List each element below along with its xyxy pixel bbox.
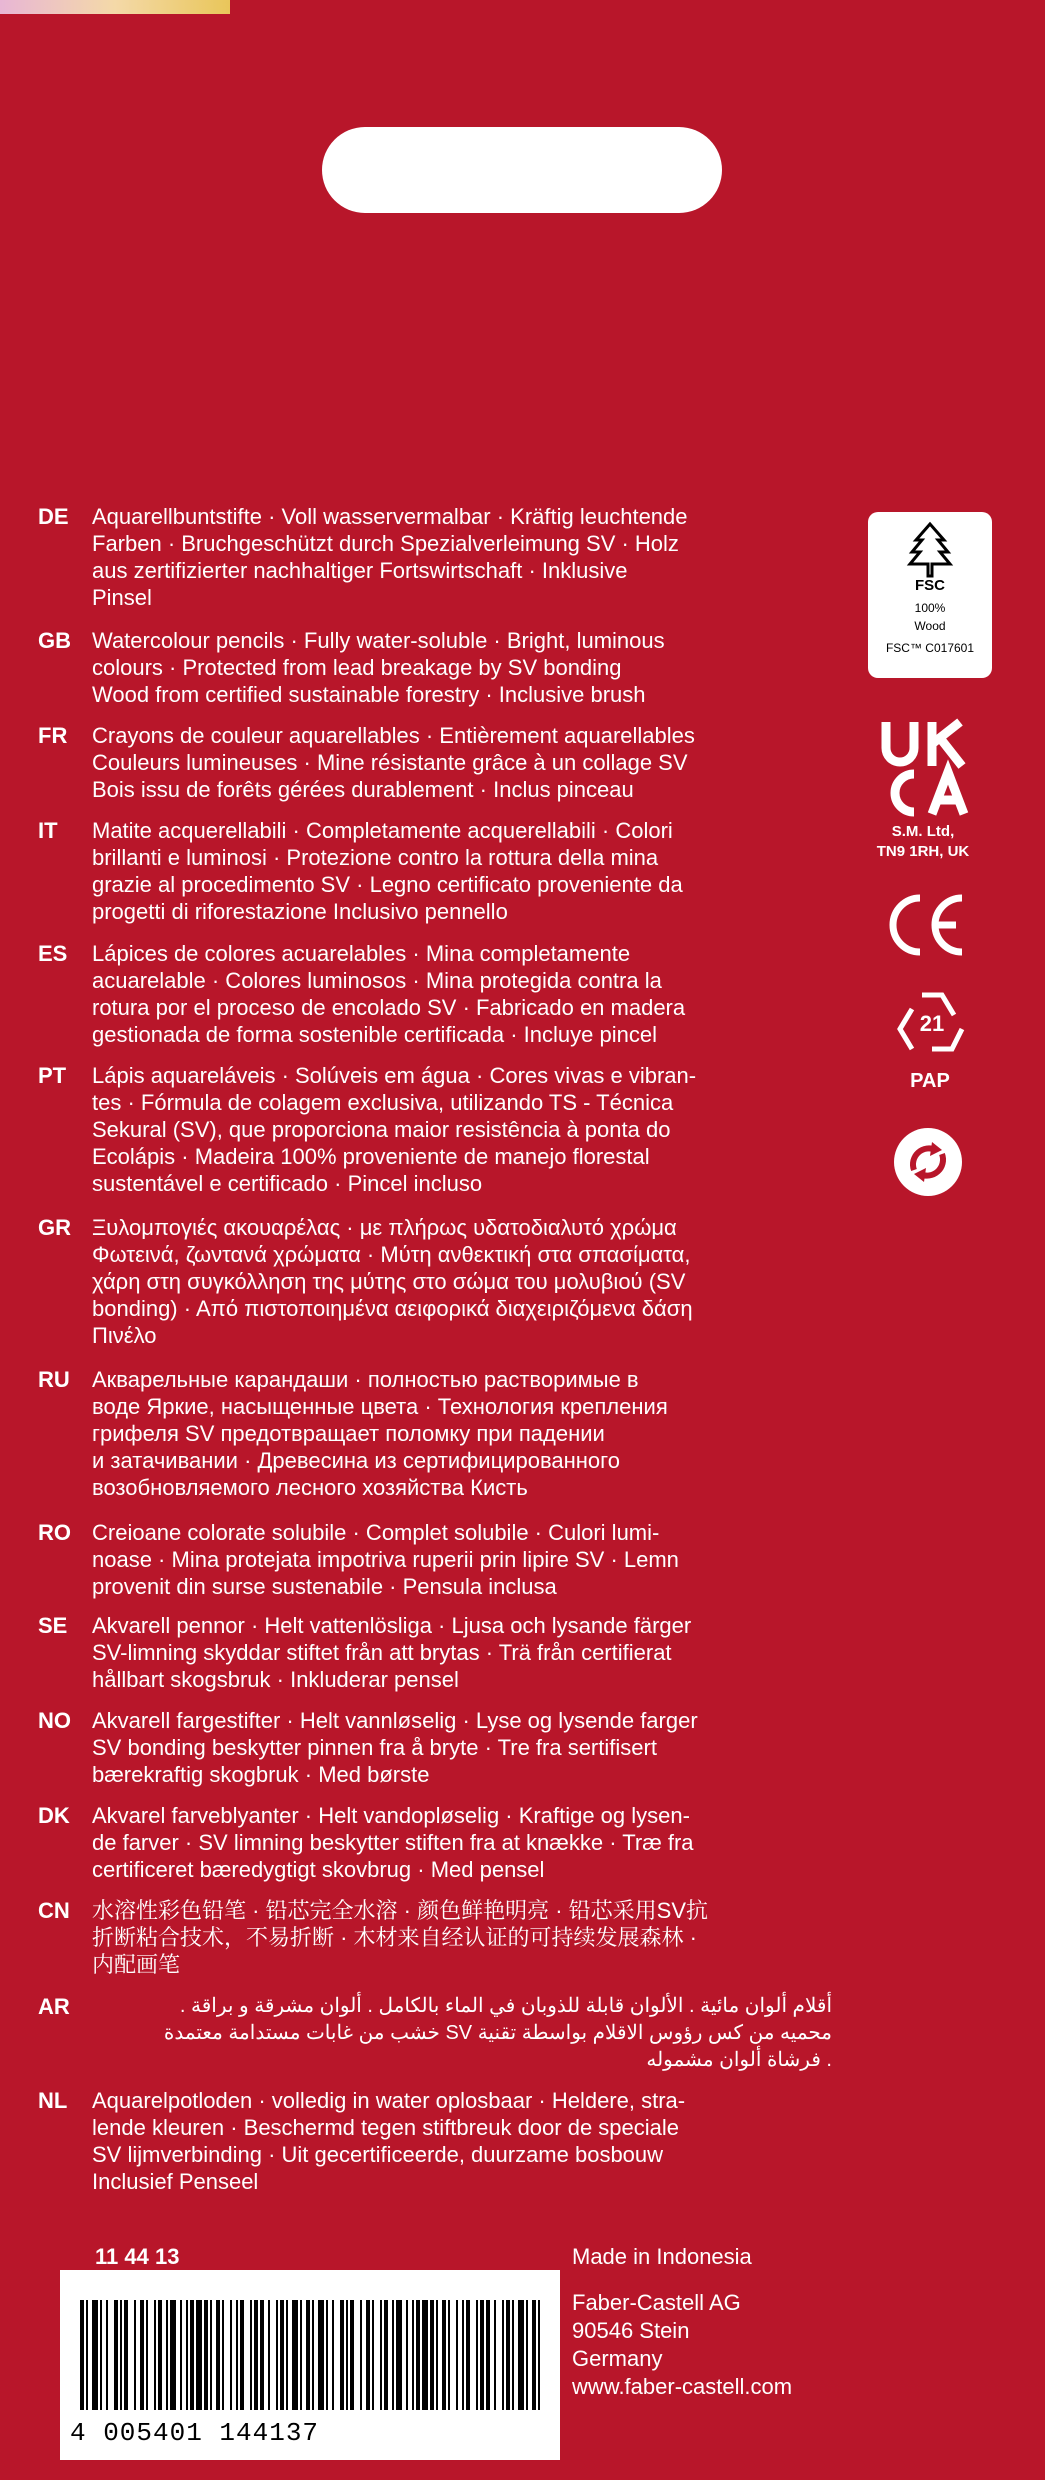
barcode-bar [466,2300,470,2410]
barcode-bar [326,2300,328,2410]
barcode-bar [190,2300,194,2410]
language-code: CN [38,1898,70,1923]
language-description: Akvarel farveblyanter · Helt vandopløselig · Kraftige og lysen- de farver · SV limning beskytter stiften fra at knække · Træ fra certificeret bæredygtigt skovbrug · Med pensel [92,1803,694,1882]
barcode-bar [180,2300,182,2410]
corner-color-tab [0,0,230,14]
barcode-bar [346,2300,348,2410]
language-code: NL [38,2088,68,2113]
language-description: أقلام ألوان مائية . الألوان قابلة للذوبان في الماء بالكامل . ألوان مشرقة و براقة . محميه من كس رؤوس الاقلام بواسطة تقنية SV خشب من غابات مستدامة معتمدة . فرشاة ألوان مشموله [163,1995,832,2071]
barcode-bar [502,2300,504,2410]
language-code: RO [38,1520,71,1545]
barcode-bar [538,2300,540,2410]
language-description: Lápis aquareláveis · Solúveis em água · Cores vivas e vibran- tes · Fórmula de colagem exclusiva, utilizando TS - Técnica Sekural (SV), que proporciona maior resistência à ponta do Ecolápis · Madeira 100% proveniente de manejo florestal sustentável e certificado · Pincel incluso [92,1063,697,1196]
language-description: Akvarell fargestifter · Helt vannløselig · Lyse og lysende farger SV bonding beskytter pinnen fra å bryte · Tre fra sertifisert bærekraftig skogbruk · Med børste [92,1708,698,1787]
barcode-bar [430,2300,434,2410]
barcode-bar [480,2300,484,2410]
barcode-bar [360,2300,362,2410]
language-description: Matite acquerellabili · Completamente acquerellabili · Colori brillanti e luminosi · Protezione contro la rottura della mina grazie al procedimento SV · Legno certificato proveniente da progetti di riforestazione Inclusivo pennello [92,818,683,924]
pap-label: PAP [910,1070,950,1092]
language-code: IT [38,818,58,843]
barcode-bar [462,2300,464,2410]
barcode-bar [170,2300,176,2410]
barcode-bar [392,2300,394,2410]
barcode-bar [114,2300,118,2410]
made-in: Made in Indonesia [572,2244,752,2269]
fsc-label: FSC [915,577,945,594]
barcode-bar [380,2300,382,2410]
company-city: 90546 Stein [572,2318,690,2343]
language-code: SE [38,1613,68,1638]
barcode-bar [506,2300,510,2410]
barcode [60,2270,560,2460]
barcode-bar [186,2300,188,2410]
language-description: Lápices de colores acuarelables · Mina completamente acuarelable · Colores luminosos · Mina protegida contra la rotura por el proceso de encolado SV · Fabricado en madera gestionada de forma sostenible certificada · Incluye pincel [92,941,686,1047]
barcode-bar [210,2300,212,2410]
barcode-bars [80,2300,540,2410]
barcode-bar [140,2300,144,2410]
barcode-bar [494,2300,496,2410]
fsc-code: FSC™ C017601 [885,641,975,655]
barcode-bar [240,2300,244,2410]
barcode-digits: 4 005401 144137 [70,2418,320,2448]
language-code: GR [38,1215,71,1240]
barcode-bar [166,2300,168,2410]
fsc-tree-icon [902,520,958,580]
barcode-bar [340,2300,344,2410]
recycle-icon [892,1126,964,1198]
barcode-bar [332,2300,334,2410]
barcode-bar [512,2300,514,2410]
article-number: 11 44 13 [95,2244,180,2269]
barcode-bar [366,2300,370,2410]
language-code: NO [38,1708,71,1733]
barcode-bar [276,2300,278,2410]
barcode-bar [486,2300,490,2410]
barcode-bar [518,2300,524,2410]
language-description: Akvarell pennor · Helt vattenlösliga · Ljusa och lysande färger SV-limning skyddar stiftet från att brytas · Trä från certifierat hållbart skogsbruk · Inkluderar pensel [92,1613,692,1692]
language-code: DK [38,1803,70,1828]
ce-mark-icon [884,890,968,960]
barcode-bar [158,2300,162,2410]
ukca-address [848,822,998,862]
barcode-bar [80,2300,84,2410]
barcode-bar [372,2300,374,2410]
barcode-bar [350,2300,354,2410]
language-code: FR [38,723,68,748]
language-description: Aquarelpotloden · volledig in water oplosbaar · Heldere, stra- lende kleuren · Beschermd tegen stiftbreuk door de speciale SV lijmverbinding · Uit gecertificeerde, duurzame bosbouw Inclusief Penseel [92,2088,686,2194]
barcode-bar [280,2300,284,2410]
barcode-bar [292,2300,298,2410]
barcode-bar [532,2300,536,2410]
language-description: Crayons de couleur aquarellables · Entièrement aquarellables Couleurs lumineuses · Mine résistante grâce à un collage SV Bois issu de forêts gérées durablement · Inclus pinceau [92,723,695,802]
barcode-bar [260,2300,264,2410]
barcode-bar [318,2300,324,2410]
barcode-bar [250,2300,252,2410]
language-description: 水溶性彩色铅笔 · 铅芯完全水溶 · 颜色鲜艳明亮 · 铅芯采用SV抗 折断粘合技术，不易折断 · 木材来自经认证的可持续发展森林 · 内配画笔 [92,1898,709,1977]
barcode-bar [86,2300,88,2410]
barcode-bar [384,2300,388,2410]
ukca-line-1: S.M. Ltd, [891,823,955,840]
barcode-bar [120,2300,122,2410]
company-name: Faber-Castell AG [572,2290,741,2315]
barcode-bar [412,2300,414,2410]
fsc-badge [868,512,992,678]
language-description: Creioane colorate solubile · Complet solubile · Culori lumi- noase · Mina protejata impotriva ruperii prin lipire SV · Lemn provenit din surse sustenabile · Pensula inclusa [92,1520,679,1599]
barcode-bar [124,2300,128,2410]
barcode-bar [286,2300,288,2410]
fsc-percent: 100% [914,601,946,615]
barcode-bar [442,2300,446,2410]
company-country: Germany [572,2346,663,2371]
company-website: www.faber-castell.com [572,2374,793,2399]
barcode-bar [134,2300,136,2410]
barcode-bar [406,2300,408,2410]
barcode-bar [222,2300,224,2410]
language-code: DE [38,504,69,529]
hang-hole [322,127,722,213]
pap-recycle-icon [892,985,972,1061]
barcode-bar [300,2300,302,2410]
barcode-bar [254,2300,258,2410]
language-description: Watercolour pencils · Fully water-soluble · Bright, luminous colours · Protected from lead breakage by SV bonding Wood from certified sustainable forestry · Inclusive brush [92,628,665,707]
barcode-bar [236,2300,238,2410]
language-description: Ξυλομπογιές ακουαρέλας · με πλήρως υδατοδιαλυτό χρώμα Φωτεινά, ζωντανά χρώματα · Μύτη ανθεκτική στα σπασίματα, χάρη στη συγκόλληση της μύτης στο σώμα του μολυβιού (SV bonding) · Από πιστοποιημένα αειφορικά διαχειριζόμενα δάση Πινέλο [92,1215,693,1348]
barcode-bar [100,2300,102,2410]
barcode-bar [312,2300,314,2410]
language-description: Акварельные карандаши · полностью растворимые в воде Яркие, насыщенные цвета · Технология крепления грифеля SV предотвращает поломку при падении и затачивании · Древесина из сертифицированного возобновляемого лесного хозяйства Кисть [92,1367,668,1500]
barcode-bar [154,2300,156,2410]
language-code: PT [38,1063,67,1088]
barcode-bar [146,2300,148,2410]
ukca-mark-icon [880,718,990,818]
barcode-bar [396,2300,402,2410]
barcode-bar [526,2300,528,2410]
barcode-bar [216,2300,220,2410]
barcode-bar [436,2300,438,2410]
pap-number: 21 [919,1011,945,1036]
barcode-bar [306,2300,310,2410]
barcode-bar [196,2300,202,2410]
barcode-bar [416,2300,420,2410]
fsc-wood: Wood [914,619,946,633]
language-code: ES [38,941,68,966]
barcode-bar [456,2300,458,2410]
barcode-bar [268,2300,270,2410]
language-code: RU [38,1367,70,1392]
barcode-bar [204,2300,208,2410]
language-code: GB [38,628,71,653]
barcode-bar [92,2300,98,2410]
barcode-bar [476,2300,478,2410]
language-code: AR [38,1994,70,2019]
barcode-bar [422,2300,428,2410]
barcode-bar [448,2300,450,2410]
barcode-bar [106,2300,108,2410]
barcode-bar [230,2300,232,2410]
ukca-line-2: TN9 1RH, UK [876,843,970,860]
language-description: Aquarellbuntstifte · Voll wasservermalbar · Kräftig leuchtende Farben · Bruchgeschützt durch Spezialverleimung SV · Holz aus zertifizierter nachhaltiger Fortswirtschaft · Inklusive Pinsel [92,504,688,610]
